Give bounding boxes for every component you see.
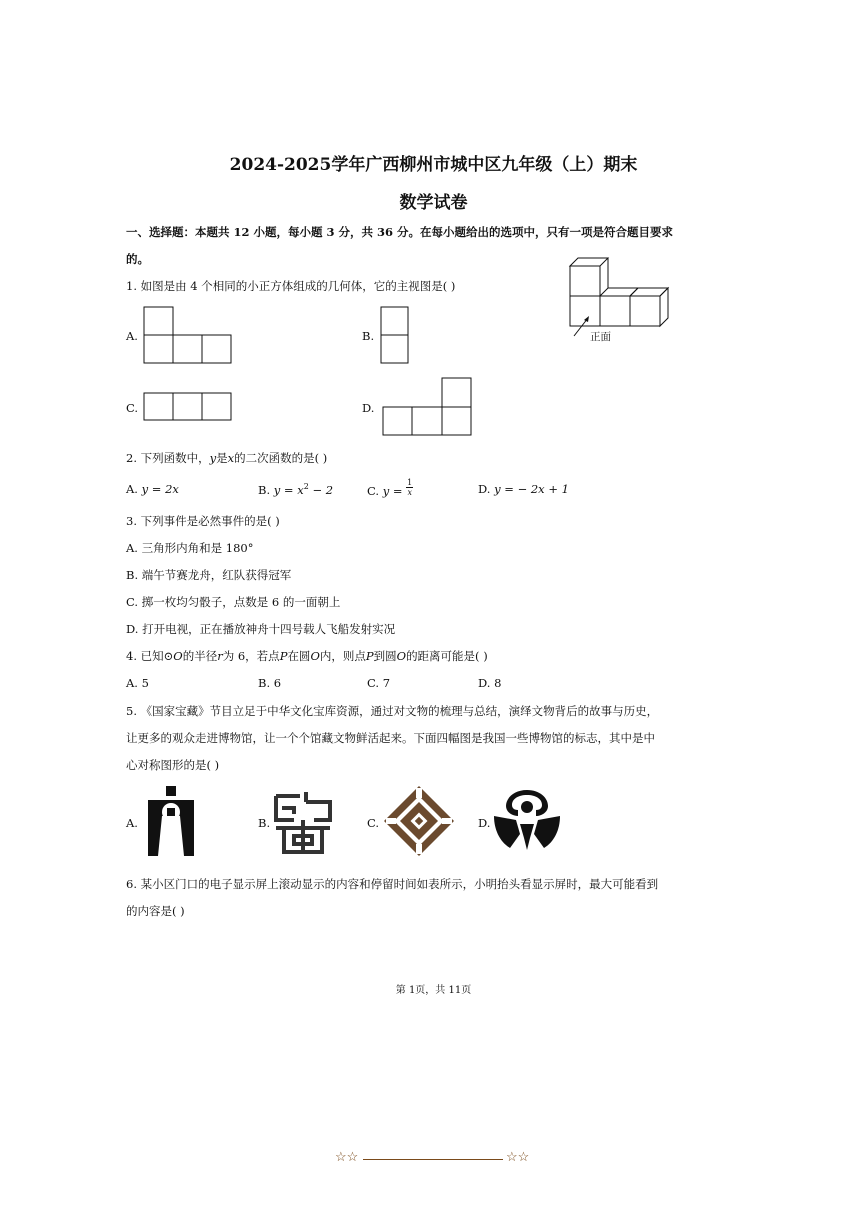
q2-stem [126,450,327,466]
q2-option-a-expr: y = 2x [141,482,179,496]
q3-option-a: A. 三角形内角和是 180° [126,541,254,555]
q1-figure-label: 正面 [590,331,611,343]
q5-line2: 让更多的观众走进博物馆，让一个个馆藏文物鲜活起来。下面四幅图是我国一些博物馆的标志，其中是中 [126,731,655,745]
q5-option-c-logo [384,786,454,856]
q2-option-b-sup: 2 [303,482,309,491]
q5-option-a-logo [142,786,200,856]
decoration-line [363,1159,503,1160]
q2-stem-y: y [209,451,217,465]
q2-option-c-label: C. [367,483,380,498]
q4-stem-p2: P [365,649,374,663]
q2-option-b-tail: − 2 [308,482,334,497]
q2-option-d [478,482,569,496]
q4-stem-r: r [217,649,223,663]
q4-option-a: A. 5 [126,676,149,690]
q5-line1: 5. 《国家宝藏》节目立足于中华文化宝库资源，通过对文物的梳理与总结，演绎文物背后的故事与历史， [126,704,659,718]
decoration-stars-left: ☆☆ [335,1150,359,1165]
page-title: 2024-2025学年广西柳州市城中区九年级（上）期末 [229,155,638,175]
q4-stem-p1: P [279,649,288,663]
q4-option-c: C. 7 [367,676,391,690]
q5-option-d-logo [494,790,560,852]
q4-stem-f: 到圆 [373,649,397,663]
q1-option-a-label: A. [126,329,138,343]
q1-option-b-label: B. [362,329,375,343]
q4-stem-g: 的距离可能是( ) [406,649,488,663]
q3-option-b: B. 端午节赛龙舟，红队获得冠军 [126,568,292,582]
q2-option-c-expr: y = [382,483,407,498]
footer-decoration-right [506,1150,529,1165]
q4-stem-o1: O [173,649,183,663]
q3-option-d: D. 打开电视，正在播放神舟十四号载人飞船发射实况 [126,622,396,636]
section-instruction-line2: 的。 [126,252,149,266]
q2-option-b-label: B. [258,482,271,497]
section-instruction-line1: 一、选择题：本题共 12 小题，每小题 3 分，共 36 分。在每小题给出的选项中，只有一项是符合题目要求 [126,225,674,239]
q5-option-b-label: B. [258,816,271,830]
q2-stem-x: x [227,451,235,465]
q2-option-b-expr: y = x [273,482,304,497]
q1-option-c-label: C. [126,401,139,415]
page-number: 第 1页，共 11页 [395,985,472,996]
page-subtitle: 数学试卷 [399,193,468,213]
q5-option-a-label: A. [126,816,138,830]
q2-option-d-label: D. [478,482,491,496]
q3-stem: 3. 下列事件是必然事件的是( ) [126,514,280,528]
q2-option-c-num: 1 [407,478,413,487]
q4-stem-a: 4. 已知⊙ [126,649,174,663]
q4-stem-o3: O [396,649,407,663]
q5-option-b-logo [274,790,332,854]
q1-solid-figure [560,254,675,346]
q1-option-b-figure [380,306,410,364]
q5-option-d-label: D. [478,816,491,830]
q1-option-d-label: D. [362,401,375,415]
q2-option-a [126,482,179,496]
q1-option-d-figure [382,377,474,437]
q4-stem [126,648,488,664]
q2-option-d-expr: y = − 2x + 1 [494,482,569,496]
q4-stem-e: 内，则点 [319,649,366,663]
q2-option-a-label: A. [126,482,138,496]
q1-stem: 1. 如图是由 4 个相同的小正方体组成的几何体，它的主视图是( ) [126,279,456,293]
q4-stem-d: 在圆 [287,649,311,663]
q5-option-c-label: C. [367,816,380,830]
q4-stem-c: 为 6，若点 [222,649,280,663]
q2-option-c [367,478,413,497]
q4-option-b: B. 6 [258,676,282,690]
q4-option-d: D. 8 [478,676,502,690]
q6-line2: 的内容是( ) [126,904,185,918]
q2-option-b [258,482,333,497]
q2-stem-post: 的二次函数的是( ) [234,451,328,465]
decoration-stars-right: ☆☆ [506,1150,530,1165]
q2-stem-pre: 2. 下列函数中， [126,451,210,465]
q2-option-c-den: x [407,488,412,497]
q5-line3: 心对称图形的是( ) [126,758,220,772]
q4-stem-o2: O [310,649,320,663]
footer-decoration [335,1150,358,1165]
q4-stem-b: 的半径 [182,649,218,663]
q1-option-c-figure [143,392,235,422]
q1-option-a-figure [143,306,235,364]
q3-option-c: C. 掷一枚均匀骰子，点数是 6 的一面朝上 [126,595,341,609]
q6-line1: 6. 某小区门口的电子显示屏上滚动显示的内容和停留时间如表所示，小明抬头看显示屏时，最大可能看到 [126,877,659,891]
q2-stem-mid: 是 [216,451,228,465]
